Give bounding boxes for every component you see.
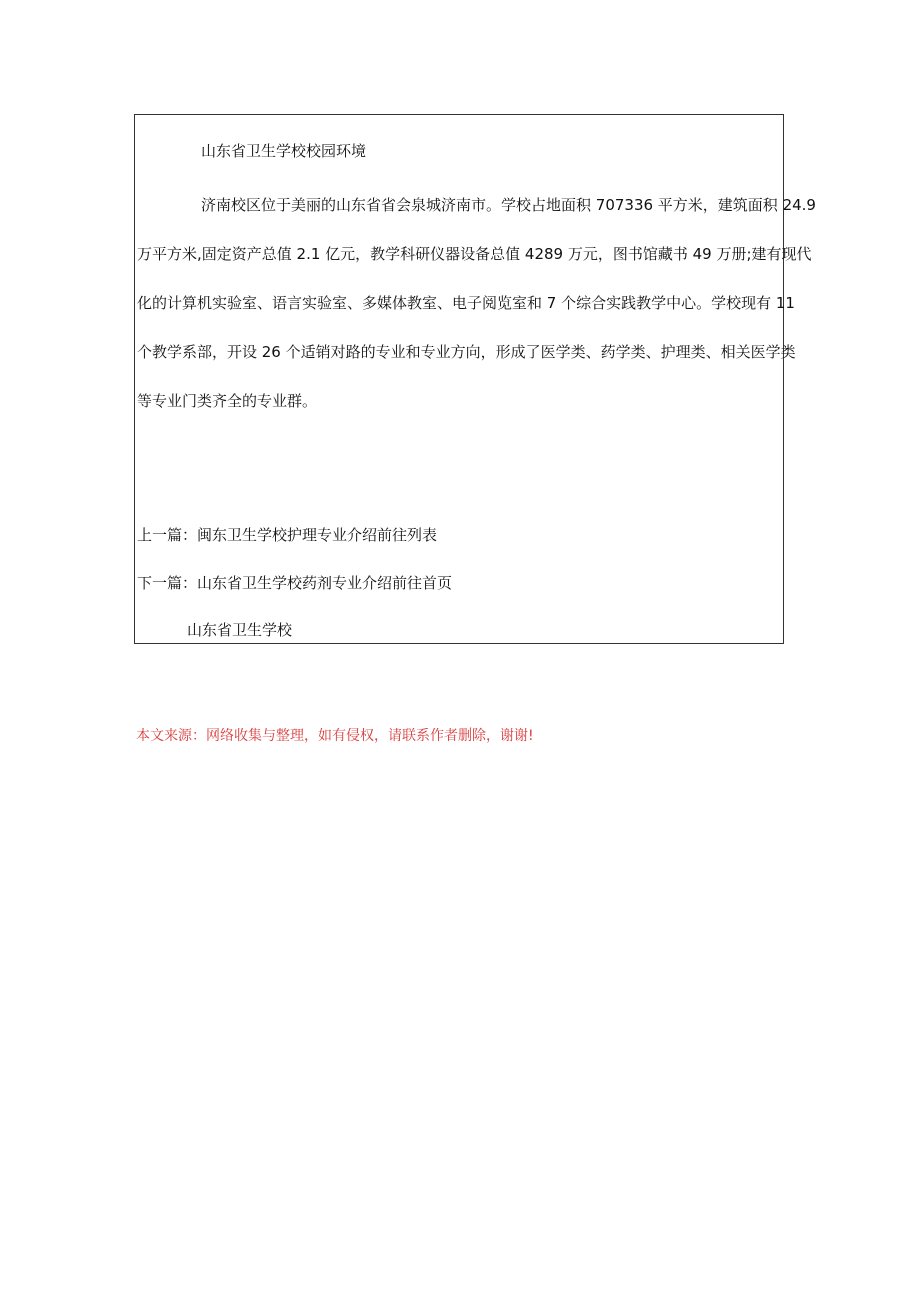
body-line: 万平方米,固定资产总值 2.1 亿元，教学科研仪器设备总值 4289 万元，图书馆藏书 49 万册;建有现代 — [137, 245, 812, 263]
body-line: 化的计算机实验室、语言实验室、多媒体教室、电子阅览室和 7 个综合实践教学中心。学校现有 11 — [137, 294, 795, 312]
previous-article-link[interactable]: 上一篇：闽东卫生学校护理专业介绍前往列表 — [137, 526, 438, 544]
body-line: 济南校区位于美丽的山东省省会泉城济南市。学校占地面积 707336 平方米，建筑面积 24.9 — [201, 196, 816, 214]
body-line: 个教学系部，开设 26 个适销对路的专业和专业方向，形成了医学类、药学类、护理类、相关医学类 — [137, 343, 796, 361]
document-frame — [134, 114, 816, 644]
document-title: 山东省卫生学校校园环境 — [201, 142, 367, 160]
source-disclaimer: 本文来源：网络收集与整理，如有侵权，请联系作者删除，谢谢! — [136, 728, 534, 744]
school-name: 山东省卫生学校 — [187, 621, 293, 639]
body-paragraph — [137, 181, 816, 426]
body-line: 等专业门类齐全的专业群。 — [137, 392, 318, 410]
next-article-link[interactable]: 下一篇：山东省卫生学校药剂专业介绍前往首页 — [137, 574, 453, 592]
